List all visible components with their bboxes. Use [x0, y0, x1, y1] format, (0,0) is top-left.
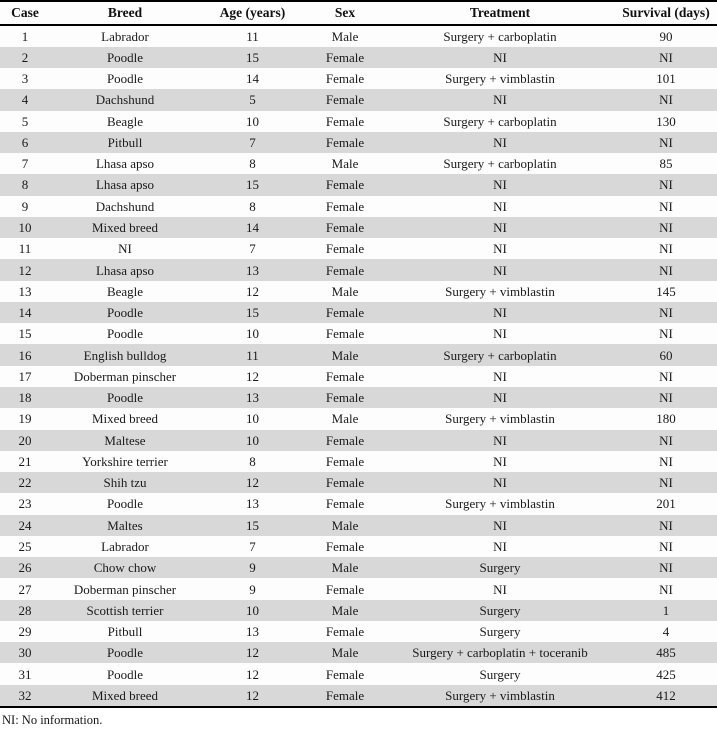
cell-treatment: Surgery — [479, 602, 521, 618]
cell-survival: 4 — [662, 624, 670, 640]
cell-breed: Beagle — [106, 283, 144, 299]
cell-survival: 85 — [659, 156, 673, 172]
cell-case: 1 — [21, 28, 29, 44]
table-row — [0, 493, 717, 514]
cell-case: 2 — [21, 49, 29, 65]
cell-breed: Poodle — [106, 71, 144, 87]
cell-age: 9 — [249, 581, 256, 597]
cell-treatment: NI — [493, 305, 507, 321]
header-row — [0, 1, 717, 25]
cell-sex: Female — [325, 241, 365, 257]
cell-age: 8 — [249, 156, 256, 172]
cell-treatment: NI — [493, 390, 507, 406]
cell-breed: Shih tzu — [103, 475, 147, 491]
cell-breed: Pitbull — [107, 134, 143, 150]
column-header-case: Case — [0, 1, 50, 25]
cell-sex: Male — [331, 347, 359, 363]
cell-case: 19 — [18, 411, 32, 427]
cell-breed: Dachshund — [95, 198, 155, 214]
cell-survival: NI — [659, 220, 673, 236]
cell-treatment: Surgery + vimblastin — [445, 411, 555, 427]
cell-breed: Beagle — [106, 113, 144, 129]
cell-sex: Female — [325, 92, 365, 108]
cell-case: 22 — [18, 475, 32, 491]
cell-breed: Maltes — [107, 517, 143, 533]
cell-survival: NI — [659, 581, 673, 597]
cell-survival: NI — [659, 453, 673, 469]
cell-age: 10 — [246, 113, 259, 129]
cell-age: 13 — [246, 624, 259, 640]
cell-survival: NI — [659, 390, 673, 406]
cell-case: 12 — [18, 262, 32, 278]
table-row — [0, 408, 717, 429]
cell-case: 17 — [18, 368, 32, 384]
cell-sex: Male — [331, 156, 359, 172]
cell-age: 10 — [246, 602, 259, 618]
cell-survival: NI — [659, 177, 673, 193]
cell-survival: NI — [659, 432, 673, 448]
cell-treatment: NI — [493, 49, 507, 65]
cell-age: 13 — [246, 390, 259, 406]
cell-breed: Dachshund — [95, 92, 155, 108]
cell-treatment: NI — [493, 262, 507, 278]
table-row — [0, 47, 717, 68]
cell-case: 9 — [21, 198, 29, 214]
table-row — [0, 25, 717, 47]
cell-age: 13 — [246, 496, 259, 512]
cell-case: 20 — [18, 432, 32, 448]
cell-breed: Doberman pinscher — [73, 581, 177, 597]
cell-treatment: Surgery + carboplatin — [443, 347, 557, 363]
table-footnote: NI: No information. — [2, 713, 103, 727]
table-row — [0, 430, 717, 451]
cell-age: 12 — [246, 645, 259, 661]
cell-sex: Female — [325, 305, 365, 321]
cell-age: 13 — [246, 262, 259, 278]
cell-sex: Male — [331, 411, 359, 427]
table-row — [0, 111, 717, 132]
table-row — [0, 451, 717, 472]
cell-case: 16 — [18, 347, 32, 363]
cell-case: 8 — [21, 177, 29, 193]
cell-case: 28 — [18, 602, 32, 618]
cell-treatment: Surgery + carboplatin — [443, 113, 557, 129]
cell-breed: Mixed breed — [91, 687, 159, 703]
cell-sex: Male — [331, 283, 359, 299]
cell-survival: 1 — [662, 602, 670, 618]
cell-age: 10 — [246, 411, 259, 427]
cell-sex: Female — [325, 687, 365, 703]
cell-age: 9 — [249, 560, 256, 576]
cell-age: 15 — [246, 305, 259, 321]
cell-breed: Doberman pinscher — [73, 368, 177, 384]
cell-case: 30 — [18, 645, 32, 661]
cell-case: 26 — [18, 560, 32, 576]
cell-treatment: NI — [493, 368, 507, 384]
cell-age: 7 — [249, 539, 256, 554]
table-row — [0, 217, 717, 238]
cell-case: 21 — [18, 453, 32, 469]
column-header-age: Age (years) — [200, 1, 305, 25]
table-row — [0, 600, 717, 621]
cell-case: 6 — [21, 134, 29, 150]
cell-case: 27 — [18, 581, 32, 597]
table-row — [0, 302, 717, 323]
cell-age: 12 — [246, 687, 259, 703]
cell-survival: NI — [659, 241, 673, 257]
cell-age: 12 — [246, 283, 259, 299]
cell-case: 11 — [18, 241, 32, 257]
cell-age: 11 — [246, 347, 259, 363]
cell-breed: Labrador — [101, 28, 149, 44]
cell-case: 23 — [18, 496, 32, 512]
cell-case: 29 — [18, 624, 32, 640]
cell-case: 3 — [21, 71, 29, 87]
cell-survival: 201 — [656, 496, 676, 512]
cell-survival: 425 — [656, 666, 676, 682]
cell-sex: Male — [331, 645, 359, 661]
cell-treatment: Surgery — [479, 624, 521, 640]
cell-breed: Poodle — [106, 326, 144, 342]
cell-survival: NI — [659, 198, 673, 214]
table-row — [0, 132, 717, 153]
cell-breed: English bulldog — [83, 347, 167, 363]
table-row — [0, 685, 717, 707]
table-row — [0, 621, 717, 642]
cell-survival: 145 — [656, 283, 676, 299]
cell-sex: Female — [325, 177, 365, 193]
cell-treatment: NI — [493, 198, 507, 214]
table-row — [0, 174, 717, 195]
table-row — [0, 259, 717, 280]
table-row — [0, 366, 717, 387]
cell-breed: Scottish terrier — [86, 602, 164, 618]
cell-case: 31 — [18, 666, 32, 682]
cell-breed: Poodle — [106, 305, 144, 321]
cell-sex: Female — [325, 220, 365, 236]
cell-sex: Female — [325, 624, 365, 640]
cell-breed: Poodle — [106, 390, 144, 406]
cell-survival: NI — [659, 368, 673, 384]
cell-sex: Female — [325, 453, 365, 469]
cell-case: 5 — [21, 113, 29, 129]
column-header-survival: Survival (days) — [615, 1, 717, 25]
cell-sex: Male — [331, 517, 359, 533]
table-row — [0, 557, 717, 578]
cell-treatment: Surgery + vimblastin — [445, 71, 555, 87]
cell-breed: Labrador — [101, 539, 149, 554]
cell-treatment: NI — [493, 432, 507, 448]
cell-case: 7 — [21, 156, 29, 172]
cell-age: 8 — [249, 198, 256, 214]
table-row — [0, 281, 717, 302]
cell-sex: Female — [325, 666, 365, 682]
cell-case: 14 — [18, 305, 32, 321]
cell-breed: Lhasa apso — [95, 177, 155, 193]
cell-survival: 180 — [656, 411, 676, 427]
cell-sex: Female — [325, 262, 365, 278]
cell-breed: Poodle — [106, 496, 144, 512]
cell-treatment: NI — [493, 220, 507, 236]
table-row — [0, 642, 717, 663]
cell-sex: Female — [325, 326, 365, 342]
table-row — [0, 89, 717, 110]
cell-sex: Female — [325, 71, 365, 87]
cell-case: 10 — [18, 220, 32, 236]
cell-case: 24 — [18, 517, 32, 533]
column-header-treatment: Treatment — [385, 1, 615, 25]
cell-sex: Male — [331, 560, 359, 576]
cell-breed: Lhasa apso — [95, 156, 155, 172]
cell-sex: Female — [325, 390, 365, 406]
cell-treatment: NI — [493, 177, 507, 193]
cell-treatment: Surgery — [479, 560, 521, 576]
cell-breed: Maltese — [104, 432, 146, 448]
cell-survival: 485 — [656, 645, 676, 661]
cell-sex: Female — [325, 368, 365, 384]
cell-survival: NI — [659, 262, 673, 278]
cell-survival: NI — [659, 305, 673, 321]
cell-breed: Poodle — [106, 645, 144, 661]
cell-survival: NI — [659, 517, 673, 533]
cell-survival: 412 — [656, 687, 676, 703]
cell-treatment: Surgery + carboplatin — [443, 28, 557, 44]
cell-survival: NI — [659, 326, 673, 342]
cell-breed: Chow chow — [93, 560, 157, 576]
table-body — [0, 25, 717, 708]
column-header-sex: Sex — [305, 1, 385, 25]
cell-age: 14 — [246, 220, 259, 236]
cell-age: 15 — [246, 517, 259, 533]
cell-sex: Female — [325, 198, 365, 214]
cell-breed: Poodle — [106, 666, 144, 682]
cell-breed: Mixed breed — [91, 411, 159, 427]
cell-sex: Female — [325, 496, 365, 512]
cell-age: 12 — [246, 666, 259, 682]
table-row — [0, 344, 717, 365]
cell-sex: Female — [325, 113, 365, 129]
table-row — [0, 536, 717, 557]
cell-age: 10 — [246, 432, 259, 448]
table-row — [0, 323, 717, 344]
cell-treatment: Surgery — [479, 666, 521, 682]
cell-survival: 60 — [659, 347, 673, 363]
cell-treatment: Surgery + carboplatin — [443, 156, 557, 172]
cell-age: 10 — [246, 326, 259, 342]
table-row — [0, 472, 717, 493]
cell-age: 11 — [246, 28, 259, 44]
cell-age: 15 — [246, 49, 259, 65]
table-row — [0, 663, 717, 684]
cell-survival: NI — [659, 49, 673, 65]
cell-breed: Mixed breed — [91, 220, 159, 236]
cell-sex: Female — [325, 475, 365, 491]
table-row — [0, 387, 717, 408]
cell-breed: Poodle — [106, 49, 144, 65]
cell-age: 15 — [246, 177, 259, 193]
cell-case: 15 — [18, 326, 32, 342]
cell-treatment: NI — [493, 581, 507, 597]
cell-sex: Female — [325, 134, 365, 150]
cell-age: 7 — [249, 241, 256, 257]
cell-treatment: NI — [493, 539, 507, 554]
cell-survival: NI — [659, 539, 673, 554]
cell-treatment: NI — [493, 92, 507, 108]
cell-treatment: NI — [493, 517, 507, 533]
cell-age: 12 — [246, 475, 259, 491]
cell-sex: Female — [325, 49, 365, 65]
cell-treatment: NI — [493, 475, 507, 491]
cell-survival: 130 — [656, 113, 676, 129]
cell-treatment: Surgery + vimblastin — [445, 687, 555, 703]
cell-treatment: NI — [493, 134, 507, 150]
cell-survival: NI — [659, 475, 673, 491]
cell-treatment: Surgery + vimblastin — [445, 283, 555, 299]
table-row — [0, 578, 717, 599]
cell-sex: Female — [325, 581, 365, 597]
cell-survival: 101 — [656, 71, 676, 87]
cell-treatment: Surgery + vimblastin — [445, 496, 555, 512]
cell-case: 32 — [18, 687, 32, 703]
cell-treatment: Surgery + carboplatin + toceranib — [412, 645, 588, 661]
cell-treatment: NI — [493, 241, 507, 257]
cell-age: 7 — [249, 134, 256, 150]
table-row — [0, 153, 717, 174]
cell-case: 25 — [18, 539, 32, 554]
cell-sex: Male — [331, 28, 359, 44]
cell-breed: NI — [118, 241, 132, 257]
cell-breed: Pitbull — [107, 624, 143, 640]
table-header — [0, 1, 717, 25]
cell-case: 18 — [18, 390, 32, 406]
column-header-breed: Breed — [50, 1, 200, 25]
cell-survival: NI — [659, 134, 673, 150]
cell-age: 14 — [246, 71, 259, 87]
cell-treatment: NI — [493, 326, 507, 342]
table-row — [0, 238, 717, 259]
cell-age: 12 — [246, 368, 259, 384]
cell-age: 5 — [249, 92, 256, 108]
cell-breed: Lhasa apso — [95, 262, 155, 278]
cell-case: 13 — [18, 283, 32, 299]
cell-breed: Yorkshire terrier — [82, 453, 168, 469]
cell-treatment: NI — [493, 453, 507, 469]
cell-survival: 90 — [659, 28, 673, 44]
table-row — [0, 68, 717, 89]
table-row — [0, 515, 717, 536]
cell-age: 8 — [249, 453, 256, 469]
cell-sex: Female — [325, 432, 365, 448]
cell-sex: Female — [325, 539, 365, 554]
cell-survival: NI — [659, 92, 673, 108]
cell-case: 4 — [21, 92, 29, 108]
table-row — [0, 196, 717, 217]
cell-sex: Male — [331, 602, 359, 618]
cell-survival: NI — [659, 560, 673, 576]
